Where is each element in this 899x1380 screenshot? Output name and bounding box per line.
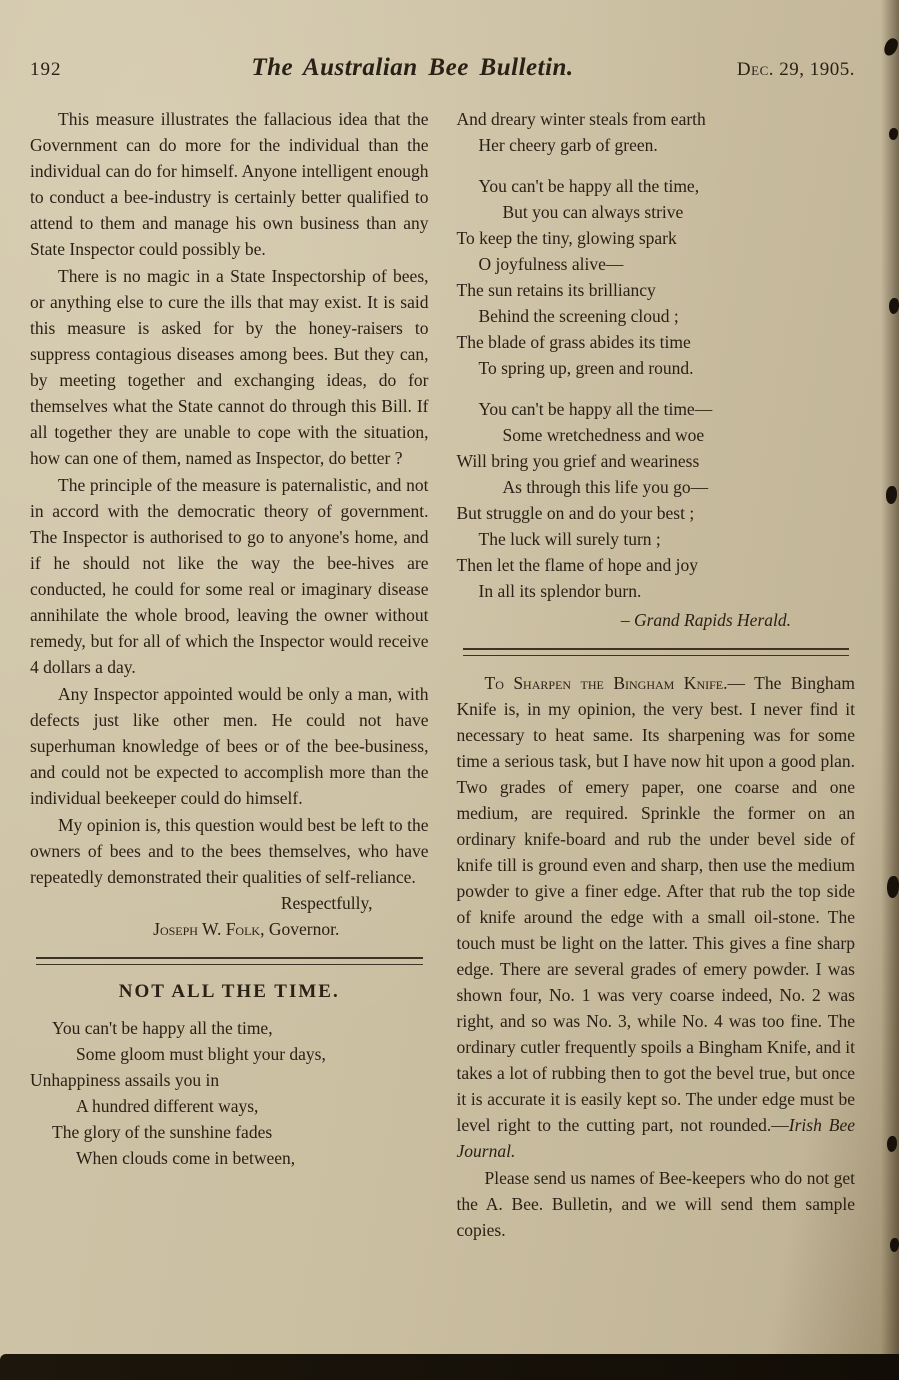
scan-artifact [887, 876, 899, 898]
scan-artifact [889, 128, 898, 140]
section-divider [463, 648, 850, 656]
poem-line: O joyfulness alive— [478, 254, 624, 274]
poem-stanza [457, 173, 856, 381]
page-number: 192 [30, 59, 62, 80]
bingham-article [457, 670, 856, 1164]
poem-line: The luck will surely turn ; [478, 529, 661, 549]
poem-line: But you can always strive [502, 202, 684, 222]
poem-line: You can't be happy all the time, [478, 176, 700, 196]
signature-name: Joseph W. Folk, [153, 919, 265, 939]
paragraph: There is no magic in a State Inspectorship of bees, or anything else to cure the ills that may exist. It is said this measure is asked for by the honey-raisers to suppress contagious diseases among bees. But they can, by meeting together and exchanging ideas, do for themselves what the State cannot do through this Bill. If all together they are unable to cope with the situation, how can one of them, named as Inspector, do better ? [30, 266, 429, 468]
closing-notice: Please send us names of Bee-keepers who do not get the A. Bee. Bulletin, and we will send them sample copies. [456, 1168, 855, 1240]
poem-line: Will bring you grief and weariness [456, 451, 700, 471]
poem-line: But struggle on and do your best ; [456, 503, 695, 523]
scan-artifact [889, 298, 899, 314]
poem-stanza [457, 396, 856, 633]
poem-line: When clouds come in between, [76, 1148, 296, 1168]
right-column [457, 106, 856, 1243]
poem-line: You can't be happy all the time— [478, 399, 713, 419]
paragraph: My opinion is, this question would best be left to the owners of bees and to the bees themselves, who have repeatedly demonstrated their qualities of self-reliance. [30, 815, 429, 887]
paragraph: Any Inspector appointed would be only a man, with defects just like other men. He could not have superhuman knowledge of bees or of the bee-business, and could not be expected to accomplish more than the individual beekeeper could do himself. [30, 684, 429, 808]
poem-line: A hundred different ways, [76, 1096, 259, 1116]
poem-line: Behind the screening cloud ; [478, 306, 679, 326]
article-body: The Bingham Knife is, in my opinion, the very best. I never find it necessary to heat same. Its sharpening was for some time a serious task, but I have now hit upon a good plan. Two grades of emery paper, one coarse and one medium, are required. Sprinkle the former on an ordinary knife-board and rub the under bevel side of knife till is ground even and sharp, then use the medium powder to give a finer edge. After that rub the top side of knife around the edge with a small oil-stone. The touch must be light on the latter. This gives a fine sharp edge. There are several grades of emery powder. I was shown four, No. 1 was very coarse indeed, No. 2 was right, and so was No. 3, while No. 4 was too fine. The ordinary cutler frequently spoils a Bingham Knife, and it takes a lot of rubbing then to got the bevel true, but once it is accurate it is easily kept so. The under edge must be level right to the cutting part, not rounded.— [456, 673, 855, 1135]
scan-artifact [890, 1238, 899, 1252]
scan-artifact [886, 486, 897, 504]
valediction: Respectfully, [280, 893, 373, 913]
page-header [30, 54, 855, 82]
scan-artifact [882, 36, 899, 57]
issue-date: Dec. 29, 1905. [736, 59, 855, 80]
article-source: Irish Bee Journal. [456, 1115, 855, 1161]
paragraph: This measure illustrates the fallacious idea that the Government can do more for the individual than the individual can do for himself. Anyone intelligent enough to conduct a bee-industry is certainly better qualified to attend to them and manage his own business than any State Inspector could possibly be. [30, 109, 429, 259]
masthead-title: The Australian Bee Bulletin. [251, 54, 574, 81]
poem-line: Some gloom must blight your days, [76, 1044, 326, 1064]
section-divider [36, 957, 423, 965]
page-content [30, 54, 855, 1243]
signature-line [30, 916, 429, 942]
poem-line: The blade of grass abides its time [456, 332, 691, 352]
text-columns [30, 106, 855, 1243]
poem-line: To spring up, green and round. [478, 358, 694, 378]
page-edge-shadow [881, 0, 899, 1380]
left-column [30, 106, 429, 1243]
poem-line: Unhappiness assails you in [30, 1070, 220, 1090]
poem-line: In all its splendor burn. [478, 581, 642, 601]
poem-stanza [457, 106, 856, 158]
poem-line: You can't be happy all the time, [52, 1018, 273, 1038]
poem-line: Then let the flame of hope and joy [456, 555, 699, 575]
paragraph: The principle of the measure is paternalistic, and not in accord with the democratic theory of government. The Inspector is authorised to go to anyone's home, and if he should not like the way the bee-hives are conducted, he could for some real or imaginary disease annihilate the whole brood, leaving the owner without remedy, but for all of which the Inspector would receive 4 dollars a day. [30, 475, 429, 677]
poem-line: To keep the tiny, glowing spark [456, 228, 677, 248]
poem-stanza [30, 1015, 429, 1171]
article-lead-in: To Sharpen the Bingham Knife.— [484, 673, 745, 693]
scan-artifact [887, 1136, 897, 1152]
bottom-scan-bar [0, 1354, 899, 1380]
poem-line: The sun retains its brilliancy [456, 280, 656, 300]
poem-heading: NOT ALL THE TIME. [118, 981, 340, 1002]
poem-line: As through this life you go— [502, 477, 709, 497]
poem-attribution: – Grand Rapids Herald. [620, 610, 791, 630]
poem-line: Her cheery garb of green. [478, 135, 658, 155]
poem-line: Some wretchedness and woe [502, 425, 705, 445]
poem-line: And dreary winter steals from earth [456, 109, 706, 129]
signature-title: Governor. [264, 919, 340, 939]
poem-line: The glory of the sunshine fades [52, 1122, 273, 1142]
